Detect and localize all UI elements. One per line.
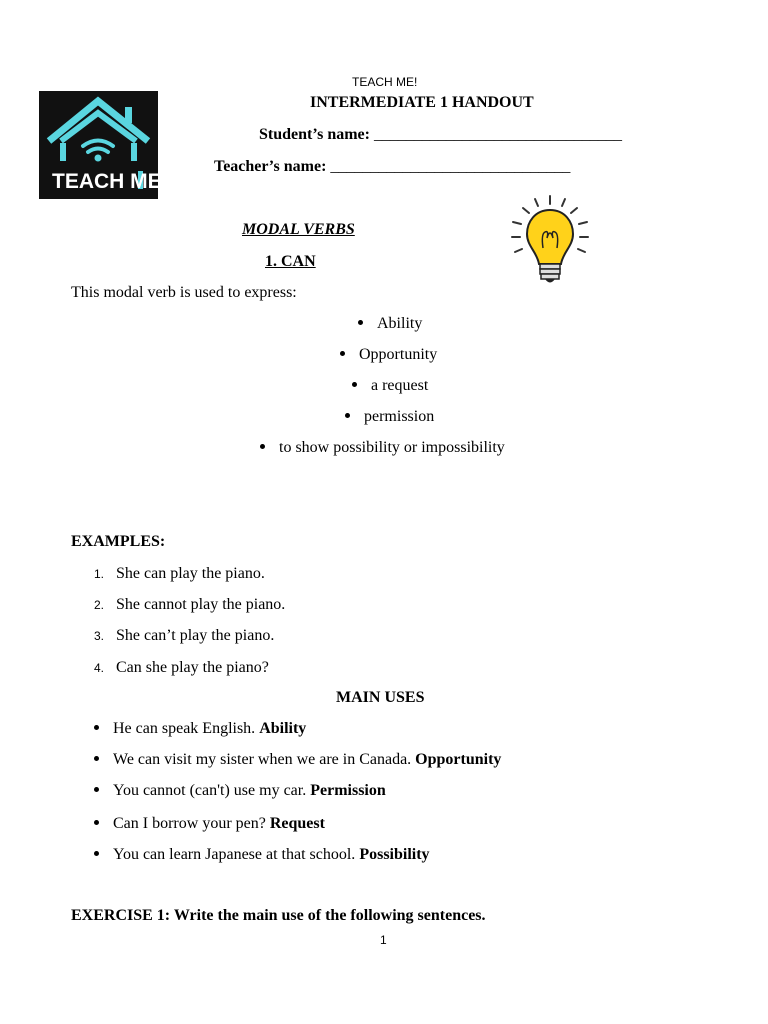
bullet-icon [94,725,99,730]
list-item: permission [345,408,434,426]
list-item: Opportunity [340,346,437,364]
bullet-icon [260,444,265,449]
example-item: 3. She can’t play the piano. [94,627,275,644]
bullet-icon [340,351,345,356]
bullet-icon [94,851,99,856]
lightbulb-icon [505,192,595,292]
example-item: 4. Can she play the piano? [94,659,269,676]
examples-heading: EXAMPLES: [71,533,166,550]
exercise-heading: EXERCISE 1: Write the main use of the following sentences. [71,907,486,924]
bullet-icon [358,320,363,325]
bullet-icon [352,382,357,387]
page-number: 1 [380,933,387,947]
bullet-icon [94,787,99,792]
list-item: a request [352,377,428,395]
student-name-label: Student’s name: [259,126,370,143]
section-intro: This modal verb is used to express: [71,284,297,301]
bullet-icon [94,820,99,825]
teacher-name-field[interactable]: ______________________________ [330,158,571,175]
bullet-icon [94,756,99,761]
section-heading: MODAL VERBS [242,221,355,238]
logo-text: TEACH ME [52,170,162,193]
section-subheading: 1. CAN [265,253,316,270]
brand-small-title: TEACH ME! [352,75,418,89]
teacher-name-line [214,158,570,176]
list-item: Ability [358,315,422,333]
example-item: 1. She can play the piano. [94,565,265,582]
student-name-field[interactable]: _______________________________ [373,126,622,143]
list-item: to show possibility or impossibility [260,439,505,457]
example-item: 2. She cannot play the piano. [94,596,286,613]
main-use-item: Can I borrow your pen? Request [94,815,325,833]
main-use-item: He can speak English. Ability [94,720,306,738]
main-use-item: You cannot (can't) use my car. Permission [94,782,386,800]
bullet-icon [345,413,350,418]
teacher-name-label: Teacher’s name: [214,158,327,175]
page-title: INTERMEDIATE 1 HANDOUT [310,94,534,111]
student-name-line [259,126,622,144]
main-uses-heading: MAIN USES [336,689,425,706]
main-use-item: We can visit my sister when we are in Canada. Opportunity [94,751,501,769]
main-use-item: You can learn Japanese at that school. Possibility [94,846,430,864]
logo [39,91,162,199]
